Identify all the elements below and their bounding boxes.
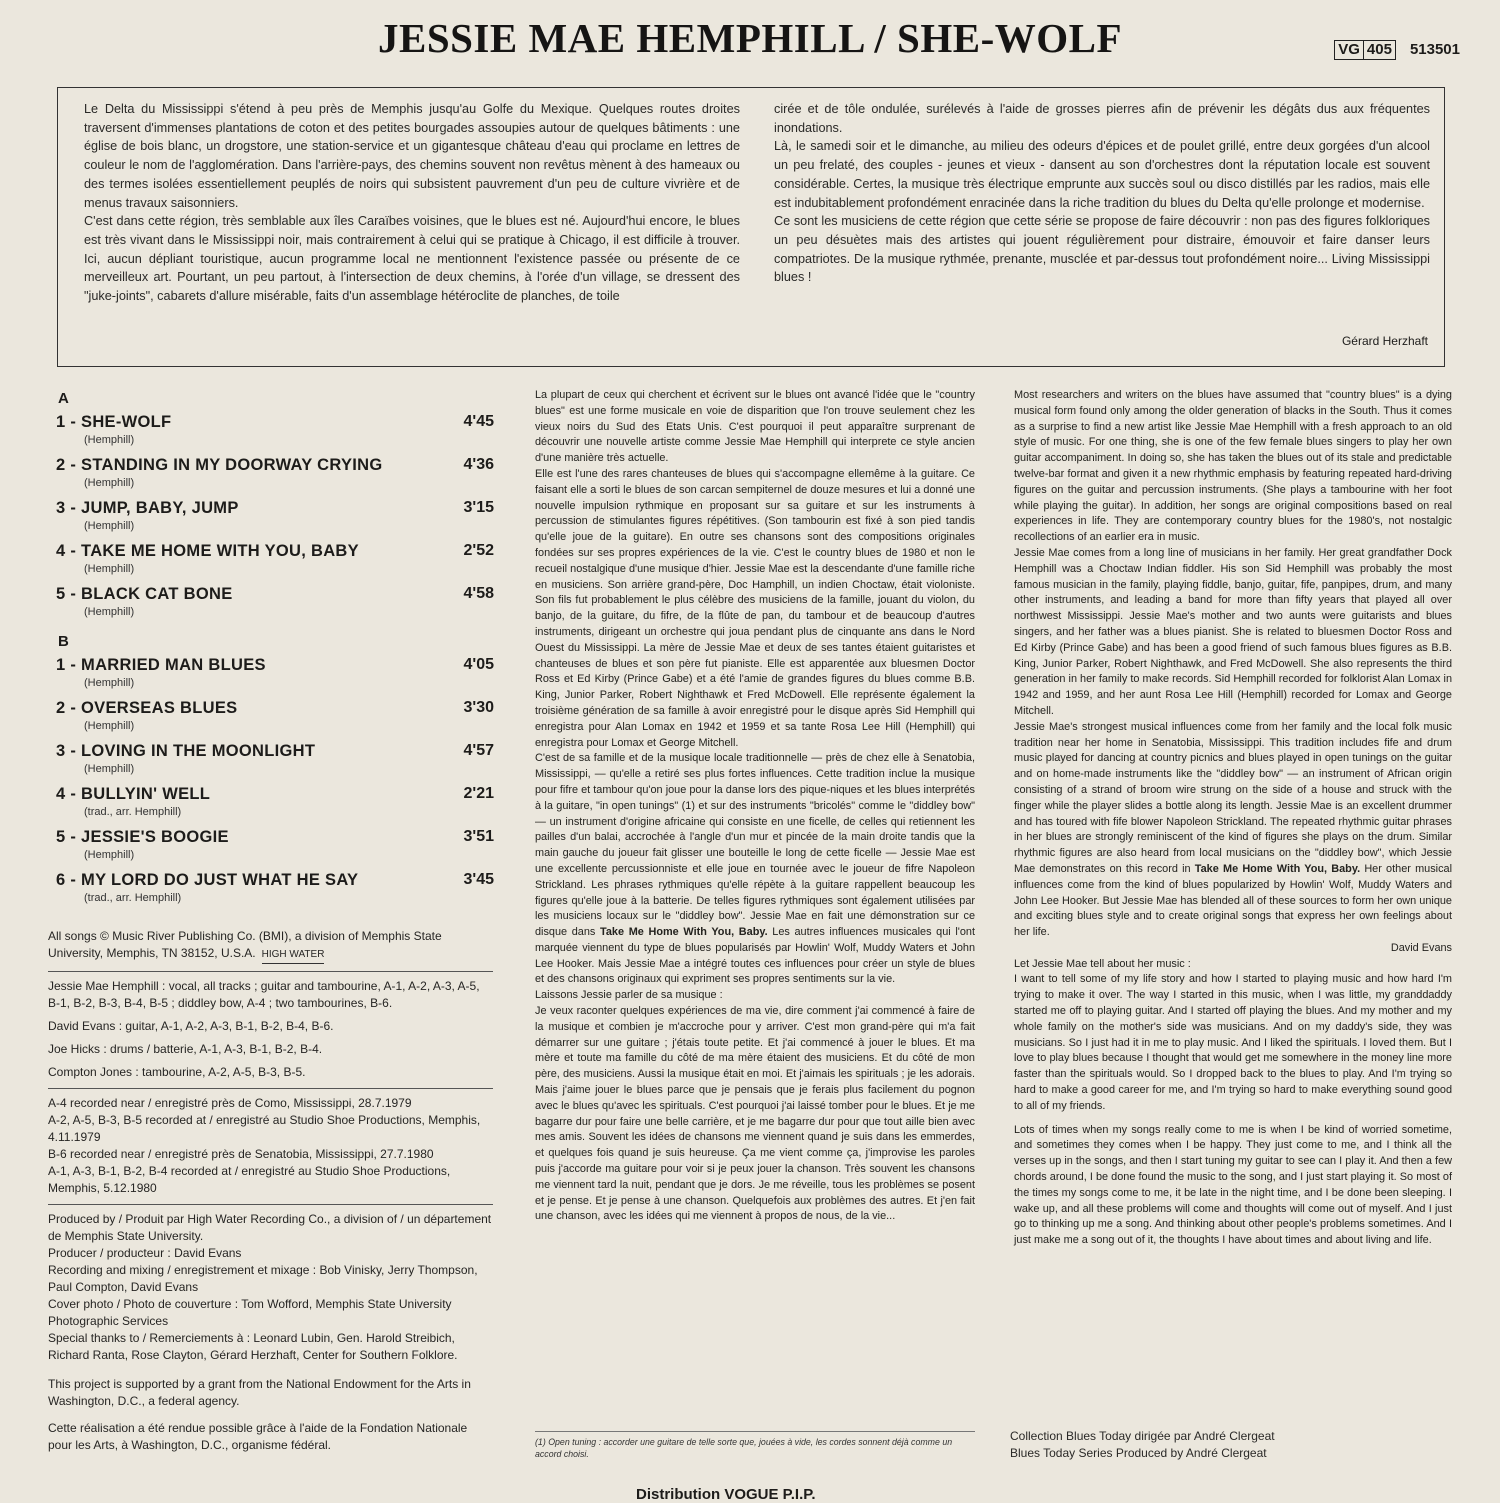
divider [48,971,493,972]
track-title: 5 - BLACK CAT BONE [56,585,233,603]
intro-box [57,87,1445,367]
track-credit: (Hemphill) [84,520,135,532]
notes-text: Jessie Mae's strongest musical influences come from her family and the local folk music tradition near her home in Senatobia, Mississippi. This tradition includes fife and drum music played for dancing at country picnics and blues played in open tunings on the guitar and on home-made instruments like the "diddley bow" — an instrument of African origin consisting of a strand of broom wire strung on the side of a house and struck with the finger while the player slides a bottle along its length. Jessie Mae is an excellent drummer and has toured with fife blower Napoleon Strickland. The repeated rhythmic guitar phrases in her blues are strongly reminiscent of the kind of figures she plays on the drum. Similar rhythmic figures are also heard from local musicians on the "diddley bow", which Jessie Mae demonstrates on this record in [1014,720,1452,875]
notes-signature: David Evans [1390,941,1452,954]
track-row [48,582,496,625]
side-b-label: B [58,633,69,650]
publishing-note [48,928,493,964]
notes-paragraph: Elle est l'une des rares chanteuses de blues qui s'accompagne ellemême à la guitare. Ce faisant elle a sorti le blues de son carcan sempiternel de douze mesures et lui a donné une nouvelle impulsion rythmique en proposant sur sa guitare et sur les instruments à percussion de stimulantes figures répétitives. (Son tambourin est fixé à son pied tandis qu'elle joue de la guitare). En outre ses chansons sont des compositions originales fondées sur ses propres expériences de la vie. C'est le country blues de 1980 et non le recueil nostalgique d'une musique d'hier. Jessie Mae est la descendante d'une famille riche en musiciens. Son arrière grand-père, Doc Hamphill, un indien Choctaw, était violoniste. Son fils fut probablement le plus célèbre des musiciens de la famille, jouant du violon, du banjo, de la guitare, du fifre, de la flûte de pan, du tambour et de beaucoup d'autres instruments, dirigeant un orchestre qui joua pendant plus de cinquante ans dans le Nord Ouest du Mississippi. La mère de Jessie Mae et deux de ses tantes étaient guitaristes et chanteuses de blues et son père fut pianiste. Elle est apparentée aux bluesmen Doctor Ross et Ed Kirby (Prince Gabe) et a été l'amie de grandes figures du blues comme B.B. King, Junior Parker, Robert Nighthawk et Fred McDowell. Elle représente également la troisième génération de sa famille à avoir enregistré pour le disque après Sid Hemphill qui enregistra pour Alan Lomax en 1942 et 1959 et sa tante Rosa Lee Hill (Hemphill) qui enregistra pour Lomax et George Mitchell. [535,467,975,749]
musician-credit: Compton Jones : tambourine, A-2, A-5, B-3, B-5. [48,1065,306,1079]
distribution-credit: Distribution VOGUE P.I.P. [636,1486,816,1503]
track-row [48,868,496,911]
production-credit: Special thanks to / Remerciements à : Leonard Lubin, Gen. Harold Streibich, Richard Ranta, Rose Clayton, Gérard Herzhaft, Center for Southern Folklore. [48,1331,458,1362]
side-a-label: A [58,390,69,407]
musician-credit: David Evans : guitar, A-1, A-2, A-3, B-1, B-2, B-4, B-6. [48,1019,334,1033]
track-credit: (Hemphill) [84,849,135,861]
production-credit: Recording and mixing / enregistrement et mixage : Bob Vinisky, Jerry Thompson, Paul Compton, David Evans [48,1263,478,1294]
track-title: 4 - TAKE ME HOME WITH YOU, BABY [56,542,359,560]
collection-credit [1010,1428,1275,1462]
track-title: 5 - JESSIE'S BOOGIE [56,828,229,846]
production-credit: Producer / producteur : David Evans [48,1246,242,1260]
recording-credit: A-2, A-5, B-3, B-5 recorded at / enregistré au Studio Shoe Productions, Memphis, 4.11.1979 [48,1113,481,1144]
intro-paragraph: Le Delta du Mississippi s'étend à peu près de Memphis jusqu'au Golfe du Mexique. Quelques routes droites traversent d'immenses plantations de coton et des petites bourgades assoupies autour de quelques bâtiments : une église de bois blanc, un drogstore, une station-service et un gigantesque château d'eau qui proclame en lettres de couleur le nom de l'agglomération. Dans l'arrière-pays, des chemins souvent non revêtus mènent à des hameaux ou des termes isolées essentiellement peuplés de noirs qui subsistent pauvrement d'un peu de culture vivrière et de menus travaux saisonniers. [84,102,740,210]
tracklist [48,388,496,911]
track-title: 2 - STANDING IN MY DOORWAY CRYING [56,456,383,474]
track-duration: 2'21 [463,785,494,802]
track-title: 3 - JUMP, BABY, JUMP [56,499,239,517]
track-row [48,653,496,696]
divider [48,1088,493,1089]
track-credit: (Hemphill) [84,434,135,446]
song-reference: Take Me Home With You, Baby. [1194,862,1361,875]
recording-credit: B-6 recorded near / enregistré près de Senatobia, Mississippi, 27.7.1980 [48,1147,434,1161]
track-title: 3 - LOVING IN THE MOONLIGHT [56,742,316,760]
credits-block [48,928,493,1454]
notes-paragraph: I want to tell some of my life story and how I started to playing music and how hard I'm trying to make it over. The way I started in this music, when I was little, my granddaddy started me off to playing guitar. And I started off playing the blues. And my mother and my whole family on the mother's side was musicians. And on my daddy's side, they was musicians. So I just had it in me to play music. And I liked the spirituals. I loved them. But I love to play blues because I thought that would get me somewhere in the money line more faster than the spirituals would. So I dropped back to the blues to play. And I'm trying so hard to make a good career for me, and I'm trying so hard to make everything sound good to all of my friends. [1014,973,1452,1112]
notes-paragraph: La plupart de ceux qui cherchent et écrivent sur le blues ont avancé l'idée que le "country blues" est une forme musicale en voie de disparition que l'on trouve seulement chez les vieux noirs du Sud des Etats Unis. C'est pourquoi il peut apparaître surprenant de découvrir une nouvelle artiste comme Jessie Mae Hemphill qui interprete ce style ancien d'une manière très actuelle. [535,389,975,465]
track-duration: 4'36 [463,456,494,473]
notes-paragraph: Most researchers and writers on the blues have assumed that "country blues" is a dying musical form found only among the older generation of blacks in the South. Thus it comes as a surprise to find a new artist like Jessie Mae Hemphill with a fresh approach to an old style of music. For one thing, she is one of the few female blues singers to play her own guitar accompaniment. In doing so, she has taken the blues out of its stale and predictable twelve-bar format and given it a new rhythmic emphasis by featuring repeated hard-driving figures on the guitar and percussion instruments. (She plays a tambourine with her foot while playing the guitar). In addition, her songs are original compositions based on real experiences in life. They are contemporary country blues for the 1980's, not nostalgic recollections of an earlier era in music. [1014,389,1452,544]
page-title: JESSIE MAE HEMPHILL / SHE-WOLF [377,15,1123,61]
track-duration: 4'58 [463,585,494,602]
publishing-text: All songs © Music River Publishing Co. (BMI), a division of Memphis State University, Memphis, TN 38152, U.S.A. [48,929,442,960]
label-code: VG [1334,40,1364,60]
intro-paragraph: Ce sont les musiciens de cette région que cette série se propose de faire découvrir : non pas des figures folkloriques un peu désuètes mais des artistes qui jouent régulièrement pour distraire, émouvoir et faire danser leurs compatriotes. De la musique rythmée, prenante, musclée et par-dessus tout profondément noire... Living Mississippi blues ! [774,214,1430,285]
track-duration: 3'51 [463,828,494,845]
intro-signature: Gérard Herzhaft [1341,334,1428,348]
track-title: 4 - BULLYIN' WELL [56,785,211,803]
track-title: 2 - OVERSEAS BLUES [56,699,238,717]
track-title: 1 - SHE-WOLF [56,413,172,431]
english-notes [1014,388,1452,1249]
track-credit: (trad., arr. Hemphill) [84,806,182,818]
notes-paragraph: Lots of times when my songs really come to me is when I be kind of worried sometime, and sometimes they comes when I be happy. They just come to me, and I think all the verses up in the songs, and then I start tuning my guitar to see can I play it. And then a few chords around, I be done found the music to the song, and I just start playing it. So most of the times my songs come to me, it be late in the night time, and I be done been sleeping. I wake up, and all these problems will come and thoughts will come out of myself. And I just go to thinking up me a song. And thinking about other people's problems sometimes. And I just make me a song out of it, the thoughts I have about times and about living and life. [1014,1123,1452,1247]
track-title: 1 - MARRIED MAN BLUES [56,656,266,674]
track-duration: 4'57 [463,742,494,759]
track-row [48,496,496,539]
track-row [48,739,496,782]
track-duration: 3'15 [463,499,494,516]
notes-text: Her other musical influences come from the kind of blues popularized by Howlin' Wolf, Muddy Waters and John Lee Hooker. But Jessie Mae has blended all of these sources to form her own unique and exciting blues style and to create original songs that express her own feelings about her life. [1014,862,1452,939]
catalog-code: 513501 [1409,41,1460,58]
track-credit: (Hemphill) [84,720,135,732]
musician-credit: Jessie Mae Hemphill : vocal, all tracks ; guitar and tambourine, A-1, A-2, A-3, A-5, B-1, B-2, B-3, B-4, B-5 ; diddley bow, A-4 ; two tambourines, B-6. [48,979,480,1010]
production-credit: Produced by / Produit par High Water Recording Co., a division of / un département de Memphis State University. [48,1212,492,1243]
track-credit: (trad., arr. Hemphill) [84,892,182,904]
track-row [48,539,496,582]
grant-note: This project is supported by a grant from the National Endowment for the Arts in Washington, D.C., a federal agency. [48,1377,471,1408]
track-duration: 4'45 [463,413,494,430]
intro-paragraph: C'est dans cette région, très semblable aux îles Caraïbes voisines, que le blues est né. Aujourd'hui encore, le blues est très vivant dans le Mississippi noir, mais contrairement à celui qui se pratique à Chicago, il est difficile à trouver. Ici, aucun dépliant touristique, aucun programme local ne mentionnent l'existence passée ou présente de ce merveilleux art. Pourtant, un peu partout, à l'intersection de deux chemins, à l'orée d'un village, se dressent des "juke-joints", cabarets d'allure misérable, faits d'un assemblage hétéroclite de planches, de toile [84,214,740,304]
notes-paragraph: Laissons Jessie parler de sa musique : [535,989,723,1002]
notes-paragraph: Je veux raconter quelques expériences de ma vie, dire comment j'ai commencé à faire de la musique et combien je m'accroche pour y arriver. C'est mon grand-père qui m'a fait démarrer sur une guitare ; j'étais toute petite. Et j'ai commencé à jouer le blues. Et ma mère et toute ma famille du côté de ma mère étaient des musiciens. Et du côté de mon père, des musiciens. Aussi la musique était en moi. Et j'aimais les spirituals ; je les adorais. Mais j'aime jouer le blues parce que je pensais que je ferais plus facilement du pognon avec le blues qu'avec les spirituals. C'est pourquoi j'ai laissé tomber pour le blues. Et je me bagarre dur pour faire une belle carrière, et je me bagarre dur pour que tout aille bien avec mes amis. Souvent les idées de chansons me viennent quand je suis dans les emmerdes, et quelques fois quand je suis heureuse. Ça me vient comme ça, j'improvise les paroles puis j'accorde ma guitare pour voir si je peux jouer la chanson. Très souvent les chansons me viennent tard la nuit, pendant que je dors. Je me réveille, tous les problèmes se posent et je pense. Et je pense à une chanson. Quelquefois aux problèmes des autres. Et j'en fait une chanson, avec les idées qui me viennent à propos de nous, de la vie... [535,1005,975,1223]
notes-paragraph [535,751,975,988]
track-credit: (Hemphill) [84,606,135,618]
grant-note: Cette réalisation a été rendue possible grâce à l'aide de la Fondation Nationale pour les Arts, à Washington, D.C., organisme fédéral. [48,1421,468,1452]
recording-credit: A-4 recorded near / enregistré près de Como, Mississippi, 28.7.1979 [48,1096,412,1110]
track-duration: 2'52 [463,542,494,559]
notes-text: C'est de sa famille et de la musique locale traditionnelle — près de chez elle à Senatobia, Mississippi, — qu'elle a retiré ses plus fortes influences. Cette tradition inclue la musique pour fifre et tambour qu'on joue pour la danse lors des pique-niques et les blues interprétés à la guitare, "in open tunings" (1) et sur des instruments "bricolés" comme le "diddley bow" — un instrument d'origine africaine qui consiste en une ficelle, de celles qui retiennent les pailles d'un balai, accrochée à l'angle d'un mur et pincée de la main droite tandis que la main gauche du joueur fait glisser une bouteille le long de cette ficelle — Jessie Mae est une excellente percussionniste et elle joue en tournée avec le joueur de fifre Napoleon Strickland. Les phrases rythmiques qu'elle répète à la guitare rappellent beaucoup les figures qu'elle joue à la batterie. De telles figures rythmiques sont également utilisées par les musiciens locaux sur le "diddley bow". Jessie Mae en fait une démonstration sur ce disque dans [535,752,975,939]
track-duration: 4'05 [463,656,494,673]
collection-french: Collection Blues Today dirigée par André Clergeat [1010,1429,1275,1443]
divider [48,1204,493,1205]
publisher-logo: HIGH WATER [262,946,325,964]
intro-left-column [84,100,740,306]
recording-credit: A-1, A-3, B-1, B-2, B-4 recorded at / enregistré au Studio Shoe Productions, Memphis, 5.12.1980 [48,1164,451,1195]
musician-credit: Joe Hicks : drums / batterie, A-1, A-3, B-1, B-2, B-4. [48,1042,323,1056]
track-row [48,696,496,739]
track-row [48,825,496,868]
track-row [48,410,496,453]
track-title: 6 - MY LORD DO JUST WHAT HE SAY [56,871,359,889]
intro-paragraph: Là, le samedi soir et le dimanche, au milieu des odeurs d'épices et de poulet grillé, entre deux gorgées d'un alcool un peu frelaté, des couples - jeunes et vieux - dansent au son d'orchestres dont la réputation locale est souvent considérable. Certes, la musique très électrique emprunte aux succès soul ou disco distillés par les radios, mais elle est indubitablement profondément enracinée dans la riche tradition du blues du Delta qu'elle prolonge et modernise. [774,139,1430,210]
notes-paragraph [1014,720,1452,941]
french-notes [535,388,975,1225]
track-duration: 3'30 [463,699,494,716]
notes-paragraph: Let Jessie Mae tell about her music : [1014,957,1191,970]
production-credit: Cover photo / Photo de couverture : Tom Wofford, Memphis State University Photographic Services [48,1297,452,1328]
label-number: 405 [1364,40,1396,60]
track-credit: (Hemphill) [84,563,135,575]
track-row [48,453,496,496]
notes-text: Les autres influences musicales qui l'ont marquée viennent du type de blues popularisés par Howlin' Wolf, Muddy Waters et John Lee Hooker. Mais Jessie Mae a intégré toutes ces influences pour créer un style de blues et des chansons originaux qui expriment ses propres sentiments sur la vie. [535,926,975,986]
collection-english: Blues Today Series Produced by André Clergeat [1010,1446,1267,1460]
track-duration: 3'45 [463,871,494,888]
catalog-number [1334,40,1460,60]
track-row [48,782,496,825]
song-reference: Take Me Home With You, Baby. [600,926,768,939]
intro-right-column [774,100,1430,287]
notes-paragraph: Jessie Mae comes from a long line of musicians in her family. Her great grandfather Dock Hemphill was a Choctaw Indian fiddler. His son Sid Hemphill was probably the most famous musician in the family, playing fiddle, banjo, guitar, fife, panpipes, drum, and many other instruments, and leading a band for more than fifty years that played all over northwest Mississippi. Jessie Mae's mother and two aunts were guitarists and blues singers, and her father was a blues pianist. She is related to bluesmen Doctor Ross and Ed Kirby (Prince Gabe) and has been a good friend of such famous blues figures as B.B. King, Junior Parker, Robert Nighthawk, and Fred McDowell. She also represents the third generation in her family to make records. Sid Hemphill recorded for folklorist Alan Lomax in 1942 and 1959, and her aunt Rosa Lee Hill (Hemphill) recorded for Lomax and George Mitchell. [1014,546,1452,717]
footnote: (1) Open tuning : accorder une guitare de telle sorte que, jouées à vide, les cordes sonnent déjà comme un accord choisi. [535,1431,975,1460]
track-credit: (Hemphill) [84,477,135,489]
intro-paragraph: cirée et de tôle ondulée, surélevés à l'aide de grosses pierres afin de prévenir les dégâts dus aux fréquentes inondations. [774,102,1430,135]
track-credit: (Hemphill) [84,763,135,775]
track-credit: (Hemphill) [84,677,135,689]
